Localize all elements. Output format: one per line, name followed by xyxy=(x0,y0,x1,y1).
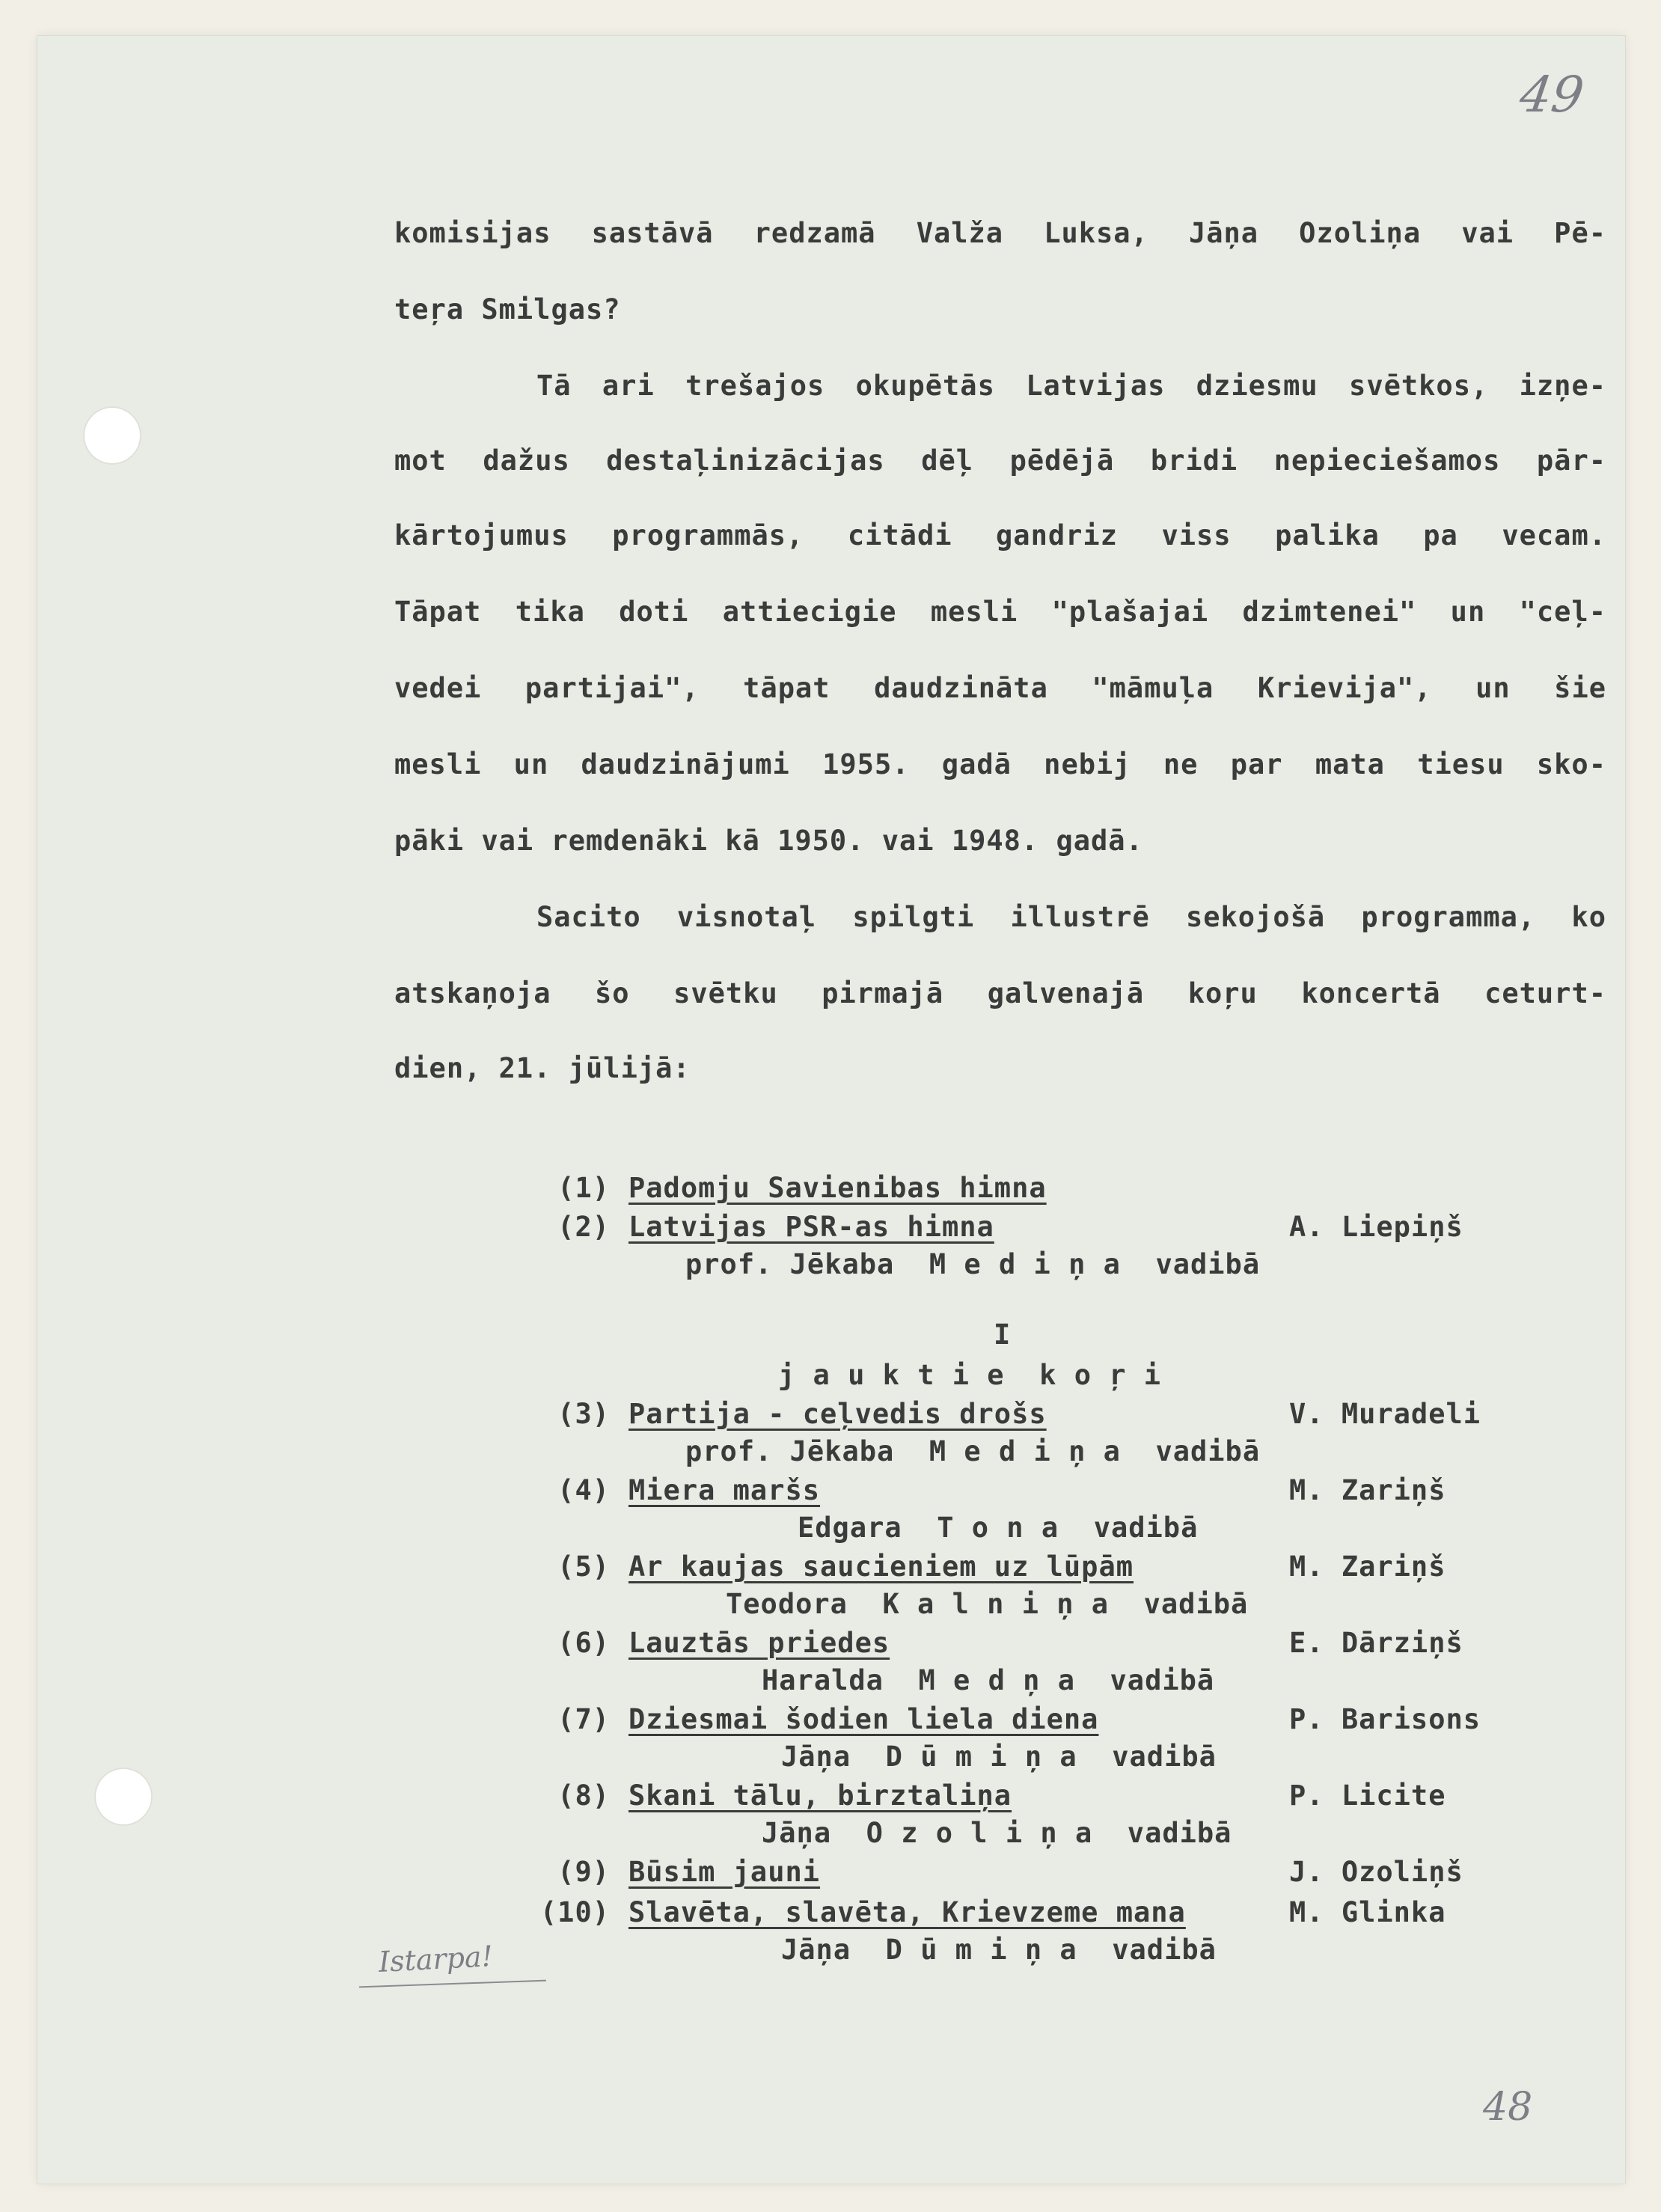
program-item-number: (1) xyxy=(557,1172,610,1204)
text-line: teŗa Smilgas? xyxy=(394,293,621,326)
program-item-conductor: Jāņa D ū m i ņ a vadibā xyxy=(781,1934,1217,1966)
section-title: j a u k t i e k o ŗ i xyxy=(778,1359,1162,1391)
program-item-composer: J. Ozoliņš xyxy=(1289,1856,1463,1888)
text-line: kārtojumus programmās, citādi gandriz viss palika pa vecam. xyxy=(394,519,1606,552)
program-item-conductor: Haralda M e d ņ a vadibā xyxy=(762,1664,1215,1696)
text-line: Tāpat tika doti attiecigie mesli "plašajai dzimtenei" un "ceļ- xyxy=(394,596,1606,628)
program-item-title: Slavēta, slavēta, Krievzeme mana xyxy=(628,1896,1186,1928)
program-item-composer: P. Barisons xyxy=(1289,1703,1481,1735)
program-item-number: (6) xyxy=(557,1627,610,1659)
program-item-title: Skani tālu, birztaliņa xyxy=(628,1779,1012,1812)
page-number-bottom: 48 xyxy=(1483,2085,1533,2130)
text-line: mesli un daudzinājumi 1955. gadā nebij ne par mata tiesu sko- xyxy=(394,748,1606,780)
program-item-title: Latvijas PSR-as himna xyxy=(628,1211,994,1243)
text-line: mot dažus destaļinizācijas dēļ pēdējā bridi nepieciešamos pār- xyxy=(394,444,1606,477)
program-item-number: (3) xyxy=(557,1398,610,1430)
text-line: atskaņoja šo svētku pirmajā galvenajā koŗu koncertā ceturt- xyxy=(394,977,1606,1009)
program-item-conductor: Jāņa O z o l i ņ a vadibā xyxy=(762,1817,1232,1849)
punch-hole-top xyxy=(83,406,141,465)
program-item-title: Ar kaujas saucieniem uz lūpām xyxy=(628,1550,1134,1583)
program-item-composer: A. Liepiņš xyxy=(1289,1211,1463,1243)
program-item-composer: E. Dārziņš xyxy=(1289,1627,1463,1659)
program-item-number: (9) xyxy=(557,1856,610,1888)
program-item-title: Partija - ceļvedis drošs xyxy=(628,1398,1047,1430)
text-line: pāki vai remdenāki kā 1950. vai 1948. gadā. xyxy=(394,825,1143,857)
program-item-title: Dziesmai šodien liela diena xyxy=(628,1703,1099,1735)
program-item-composer: M. Zariņš xyxy=(1289,1550,1446,1583)
program-item-composer: P. Licite xyxy=(1289,1779,1446,1812)
program-item-number: (5) xyxy=(557,1550,610,1583)
text-line: Sacito visnotaļ spilgti illustrē sekojošā programma, ko xyxy=(536,901,1606,933)
text-line: Tā ari trešajos okupētās Latvijas dziesmu svētkos, izņe- xyxy=(536,370,1606,402)
program-item-conductor: prof. Jēkaba M e d i ņ a vadibā xyxy=(685,1435,1261,1467)
program-item-title: Miera maršs xyxy=(628,1474,821,1506)
program-item-title: Būsim jauni xyxy=(628,1856,821,1888)
program-item-number: (7) xyxy=(557,1703,610,1735)
margin-note: Istarpa! xyxy=(377,1940,494,1979)
section-numeral: I xyxy=(994,1319,1012,1351)
program-item-composer: V. Muradeli xyxy=(1289,1398,1481,1430)
page-number-top: 49 xyxy=(1516,66,1588,123)
program-item-conductor: Jāņa D ū m i ņ a vadibā xyxy=(781,1741,1217,1773)
text-line: vedei partijai", tāpat daudzināta "māmuļa Krievija", un šie xyxy=(394,672,1606,704)
program-item-number: (8) xyxy=(557,1779,610,1812)
program-item-number: (4) xyxy=(557,1474,610,1506)
program-item-number: (2) xyxy=(557,1211,610,1243)
program-item-conductor: Teodora K a l n i ņ a vadibā xyxy=(726,1588,1249,1620)
text-line: dien, 21. jūlijā: xyxy=(394,1052,691,1084)
program-item-title: Padomju Savienibas himna xyxy=(628,1172,1047,1204)
program-item-composer: M. Glinka xyxy=(1289,1896,1446,1928)
program-item-conductor: Edgara T o n a vadibā xyxy=(798,1512,1199,1544)
program-item-title: Lauztās priedes xyxy=(628,1627,890,1659)
program-item-conductor: prof. Jēkaba M e d i ņ a vadibā xyxy=(685,1248,1261,1280)
text-line: komisijas sastāvā redzamā Valža Luksa, Jāņa Ozoliņa vai Pē- xyxy=(394,217,1606,249)
program-item-composer: M. Zariņš xyxy=(1289,1474,1446,1506)
program-item-number: (10) xyxy=(539,1896,610,1928)
